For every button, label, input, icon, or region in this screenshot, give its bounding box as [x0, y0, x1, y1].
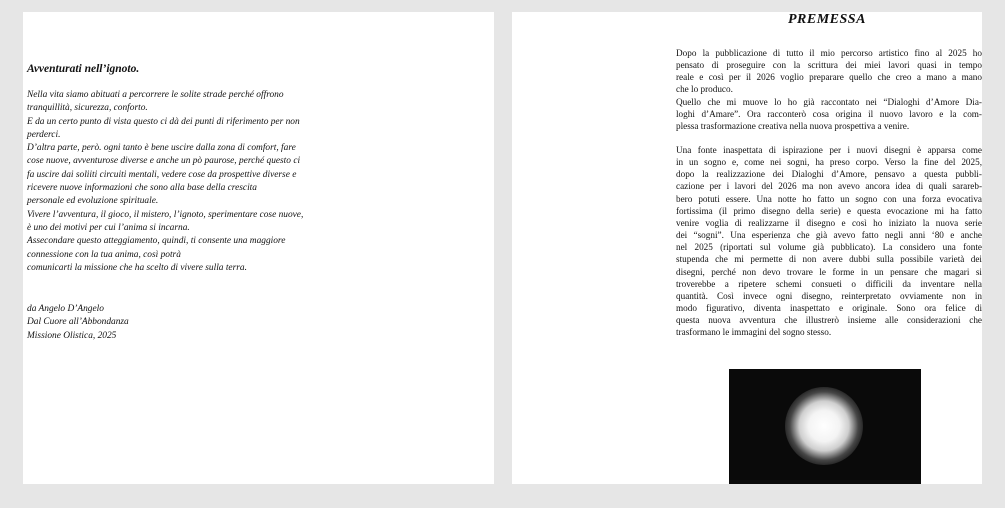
- quote-line: Nella vita siamo abituati a percorrere le solite strade perché offrono: [27, 90, 284, 100]
- quote-line: connessione con la tua anima, così potrà: [27, 249, 181, 260]
- quote-line: perderci.: [27, 129, 61, 140]
- prose-line: stupenda che mi permette di non avere dubbi sulla possibile varietà dei: [676, 254, 982, 265]
- quote-line: E da un certo punto di vista questo ci dà dei punti di riferimento per non: [27, 116, 300, 127]
- prose-line: cazione per i lavori del 2026 ma non avevo ancora idea di quali sarareb-: [676, 181, 982, 192]
- quote-line: Assecondare questo atteggiamento, quindi, ti consente una maggiore: [27, 236, 286, 247]
- prose-line: reale e così per il 2026 voglio preparare quello che creo a mano a mano: [676, 72, 982, 83]
- premessa-paragraph-1: [676, 47, 982, 132]
- signature: [27, 303, 129, 343]
- premessa-title: PREMESSA: [788, 12, 866, 27]
- prose-line: che lo produco.: [676, 84, 733, 95]
- premessa-paragraph-2: [676, 144, 982, 339]
- quote-body: [27, 89, 347, 275]
- prose-line: modo figurativo, diventa inaspettato e originale. Sono ora felice di: [676, 303, 982, 314]
- prose-line: dopo la realizzazione dei Dialoghi d’Amore, pensavo a questa pubbli-: [676, 169, 982, 180]
- quote-line: fa uscire dai soliiti circuiti mentali, vedere cose da prospettive diverse e: [27, 169, 297, 180]
- prose-line: quantità. Così invece ogni disegno, reinterpretato ovviamente non in: [676, 290, 982, 301]
- prose-line: questa nuova avventura che illustrerò insieme alle considerazioni che: [676, 315, 982, 326]
- left-page: [23, 12, 494, 484]
- prose-line: disegni, perché non devo trovare le forme in un pensare che magari si: [676, 266, 982, 277]
- prose-line: trasformano le immagini del sogno stesso.: [676, 327, 832, 338]
- prose-line: bero potuti essere. Una notte ho fatto un sogno con una forza evocativa: [676, 193, 982, 204]
- signature-line: Missione Olistica, 2025: [27, 330, 117, 341]
- signature-line: Dal Cuore all’Abbondanza: [27, 317, 129, 328]
- prose-line: pensato di proseguire con la scrittura dei miei lavori quasi in tempo: [676, 60, 982, 71]
- prose-line: Dopo la pubblicazione di tutto il mio percorso artistico fino al 2025 ho: [676, 48, 982, 58]
- quote-line: tranquillità, sicurezza, conforto.: [27, 103, 148, 114]
- prose-line: troverebbe a ripetere schemi consueti o difficili da inventare nella: [676, 278, 982, 289]
- right-page: [512, 12, 982, 484]
- prose-line: fortissima (il primo disegno della serie) e questa evocazione mi ha fatto: [676, 205, 982, 216]
- signature-line: da Angelo D’Angelo: [27, 304, 104, 314]
- quote-title: Avventurati nell’ignoto.: [27, 63, 140, 75]
- quote-line: comunicarti la missione che ha scelto di vivere sulla terra.: [27, 262, 247, 273]
- prose-line: Quello che mi muove lo ho già raccontato nei “Dialoghi d’Amore Dia-: [676, 96, 982, 107]
- prose-line: plessa trasformazione creativa nella nuova prospettiva a venire.: [676, 120, 910, 131]
- prose-line: dei “sogni”. Una esperienza che già avevo fatto negli anni ‘80 e anche: [676, 230, 982, 241]
- quote-line: personale ed evoluzione spirituale.: [27, 196, 159, 207]
- quote-line: Vivere l’avventura, il gioco, il mistero, l’ignoto, sperimentare cose nuove,: [27, 209, 304, 220]
- moon-glow: [785, 387, 863, 465]
- prose-line: in un sogno e, come nei sogni, ha preso corpo. Verso la fine del 2025,: [676, 157, 982, 168]
- moon-photo: [729, 369, 921, 484]
- prose-line: nel 2025 (riportati sul volume già pubblicato). La considero una fonte: [676, 242, 982, 253]
- prose-line: venire voglia di realizzarne il disegno e così ho iniziato la nuova serie: [676, 217, 982, 228]
- quote-line: cose nuove, avventurose diverse e anche un pò paurose, perché questo ci: [27, 156, 301, 167]
- quote-line: è uno dei motivi per cui l’anima si incarna.: [27, 222, 190, 233]
- prose-line: loghi d’Amare”. Ora racconterò cosa origina il nuovo lavoro e la com-: [676, 108, 982, 119]
- quote-line: D’altra parte, però. ogni tanto è bene uscire dalla zona di comfort, fare: [27, 143, 296, 154]
- prose-line: Una fonte inaspettata di ispirazione per i nuovi disegni è apparsa come: [676, 145, 982, 155]
- quote-line: ricevere nuove informazioni che sono alla base della crescita: [27, 183, 257, 194]
